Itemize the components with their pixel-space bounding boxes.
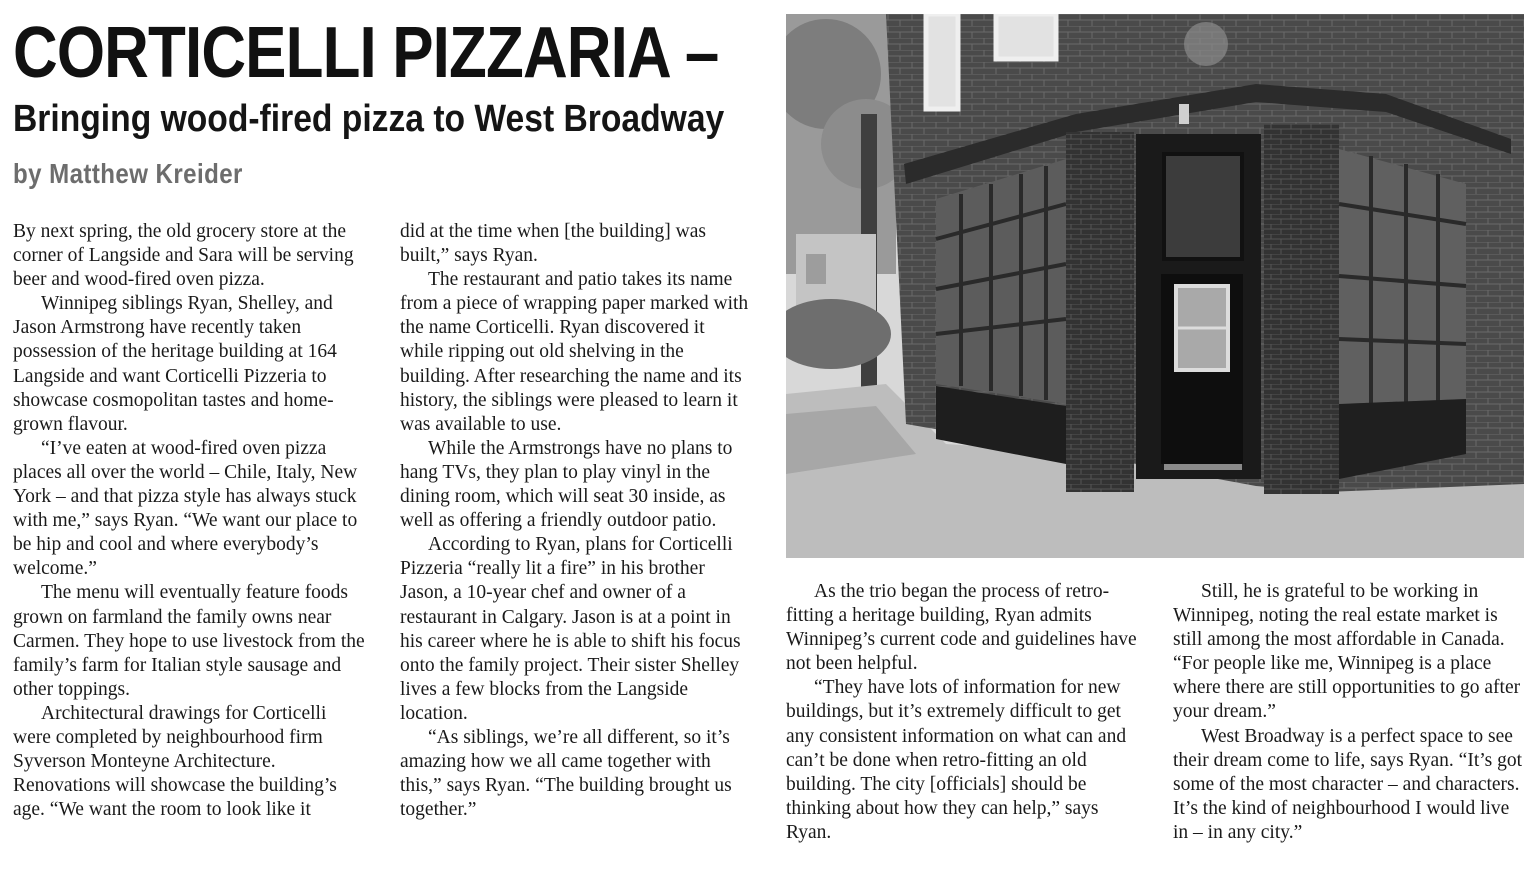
paragraph: “As siblings, we’re all different, so it’s amazing how we all came together with this,” says Ryan. “The building brought us together.” [400, 726, 732, 821]
paragraph: The restaurant and patio takes its name from a piece of wrapping paper marked with the name Corticelli. Ryan discovered it while ripping out old shelving in the building. After researching the name and its history, the siblings were pleased to learn it was available to use. [400, 269, 749, 435]
paragraph: “They have lots of information for new buildings, but it’s extremely difficult to get any consistent information on what can and can’t be done when retro-fitting an old building. The city [officials] should be thinking about how they can help,” says Ryan. [786, 677, 1127, 843]
paragraph: While the Armstrongs have no plans to hang TVs, they plan to play vinyl in the dining room, which will seat 30 inside, as well as offering a friendly outdoor patio. [400, 437, 733, 532]
paragraph: The menu will eventually feature foods grown on farmland the family owns near Carmen. They hope to use livestock from the family’s farm for Italian style sausage and other toppings. [13, 582, 365, 700]
paragraph: did at the time when [the building] was built,” says Ryan. [400, 221, 706, 267]
subheadline: Bringing wood-fired pizza to West Broadway [13, 98, 725, 140]
paragraph: Still, he is grateful to be working in Winnipeg, noting the real estate market is still among the most affordable in Canada. “For people like me, Winnipeg is a place where there are still opportunities to go after your dream.” [1173, 581, 1521, 723]
paragraph: West Broadway is a perfect space to see their dream come to life, says Ryan. “It’s got some of the most character – and characters. It’s the kind of neighbourhood I would live in – in any city.” [1173, 725, 1523, 843]
paragraph: Winnipeg siblings Ryan, Shelley, and Jason Armstrong have recently taken possession of the heritage building at 164 Langside and want Corticelli Pizzeria to showcase cosmopolitan tastes and home-grown flavour. [13, 293, 337, 435]
article-column-3 [786, 580, 1138, 850]
storefront-photo [786, 14, 1524, 558]
paragraph: “I’ve eaten at wood-fired oven pizza places all over the world – Chile, Italy, New York – and that pizza style has always stuck with me,” says Ryan. “We want our place to be hip and cool and where everybody’s welcome.” [13, 437, 358, 580]
paragraph: By next spring, the old grocery store at the corner of Langside and Sara will be serving beer and wood-fired oven pizza. [13, 221, 354, 291]
paragraph: According to Ryan, plans for Corticelli Pizzeria “really lit a fire” in his brother Jason, a 10-year chef and owner of a restaurant in Calgary. Jason is at a point in his career where he is able to shift his focus onto the family project. Their sister Shelley lives a few blocks from the Langside location. [400, 534, 741, 724]
article-column-1 [13, 220, 365, 850]
article-column-4 [1173, 580, 1525, 850]
paragraph: Architectural drawings for Corticelli were completed by neighbourhood firm Syverson Monteyne Architecture. Renovations will showcase the building’s age. “We want the room to look like it [13, 702, 337, 821]
headline: CORTICELLI PIZZARIA – [13, 13, 719, 93]
paragraph: As the trio began the process of retro-fitting a heritage building, Ryan admits Winnipeg’s current code and guidelines have not been helpful. [786, 581, 1137, 675]
brick-building-photo-icon [786, 14, 1524, 558]
byline: by Matthew Kreider [13, 158, 243, 189]
article-column-2 [400, 220, 752, 850]
